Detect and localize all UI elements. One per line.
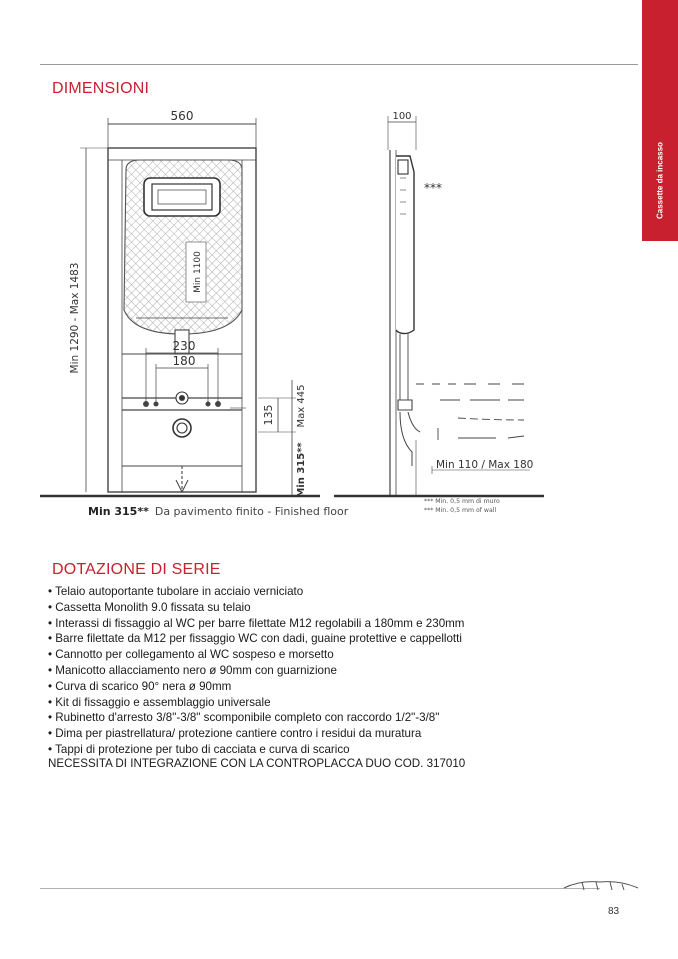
standard-equipment-title: DOTAZIONE DI SERIE: [52, 561, 221, 578]
bottom-rule: [40, 888, 600, 889]
list-item: • Barre filettate da M12 per fissaggio WC con dadi, guaine protettive e cappellotti: [48, 631, 464, 647]
list-item: • Manicotto allacciamento nero ø 90mm con guarnizione: [48, 663, 464, 679]
side-view: [388, 116, 530, 496]
range-label: Min 110 / Max 180: [436, 459, 534, 471]
list-item: • Telaio autoportante tubolare in acciaio verniciato: [48, 584, 464, 600]
front-view: [80, 118, 296, 496]
list-item: • Rubinetto d'arresto 3/8"-3/8" scomponibile completo con raccordo 1/2"-3/8": [48, 710, 464, 726]
list-item: • Interassi di fissaggio al WC per barre filettate M12 regolabili a 180mm e 230mm: [48, 616, 464, 632]
wall-note-it: *** Min. 0,5 mm di muro: [424, 498, 500, 505]
dim-135: 135: [262, 404, 275, 426]
stars-label: ***: [424, 181, 442, 195]
decorative-curve-icon: [562, 876, 642, 900]
floor-note-text: Da pavimento finito - Finished floor: [154, 505, 349, 518]
min315-label: Min 315**: [296, 442, 307, 498]
floor-note: [88, 505, 348, 518]
feature-list: [48, 584, 464, 758]
inner-label: Min 1100: [193, 251, 203, 293]
list-item: • Tappi di protezione per tubo di cacciata e curva di scarico: [48, 742, 464, 758]
height-label: Min 1290 - Max 1483: [69, 262, 81, 374]
floor-note-min: Min 315**: [88, 505, 149, 518]
wall-note-en: *** Min. 0,5 mm of wall: [424, 506, 497, 514]
list-item: • Kit di fissaggio e assemblaggio universale: [48, 695, 464, 711]
dimensions-title: DIMENSIONI: [52, 80, 150, 97]
integration-note: NECESSITA DI INTEGRAZIONE CON LA CONTROPLACCA DUO COD. 317010: [48, 757, 466, 770]
wall-notes: [424, 498, 500, 515]
max445-label: Max 445: [296, 384, 307, 428]
side-tab-label: Cassette da incasso: [655, 142, 665, 219]
width-label: 560: [170, 109, 194, 123]
list-item: • Dima per piastrellatura/ protezione cantiere contro i residui da muratura: [48, 726, 464, 742]
list-item: • Cannotto per collegamento al WC sospeso e morsetto: [48, 647, 464, 663]
list-item: • Cassetta Monolith 9.0 fissata su telaio: [48, 600, 464, 616]
depth-label: 100: [392, 111, 412, 122]
spacing-180: 180: [172, 354, 196, 368]
list-item: • Curva di scarico 90° nera ø 90mm: [48, 679, 464, 695]
page-number: 83: [608, 906, 620, 917]
spacing-230: 230: [172, 339, 196, 353]
